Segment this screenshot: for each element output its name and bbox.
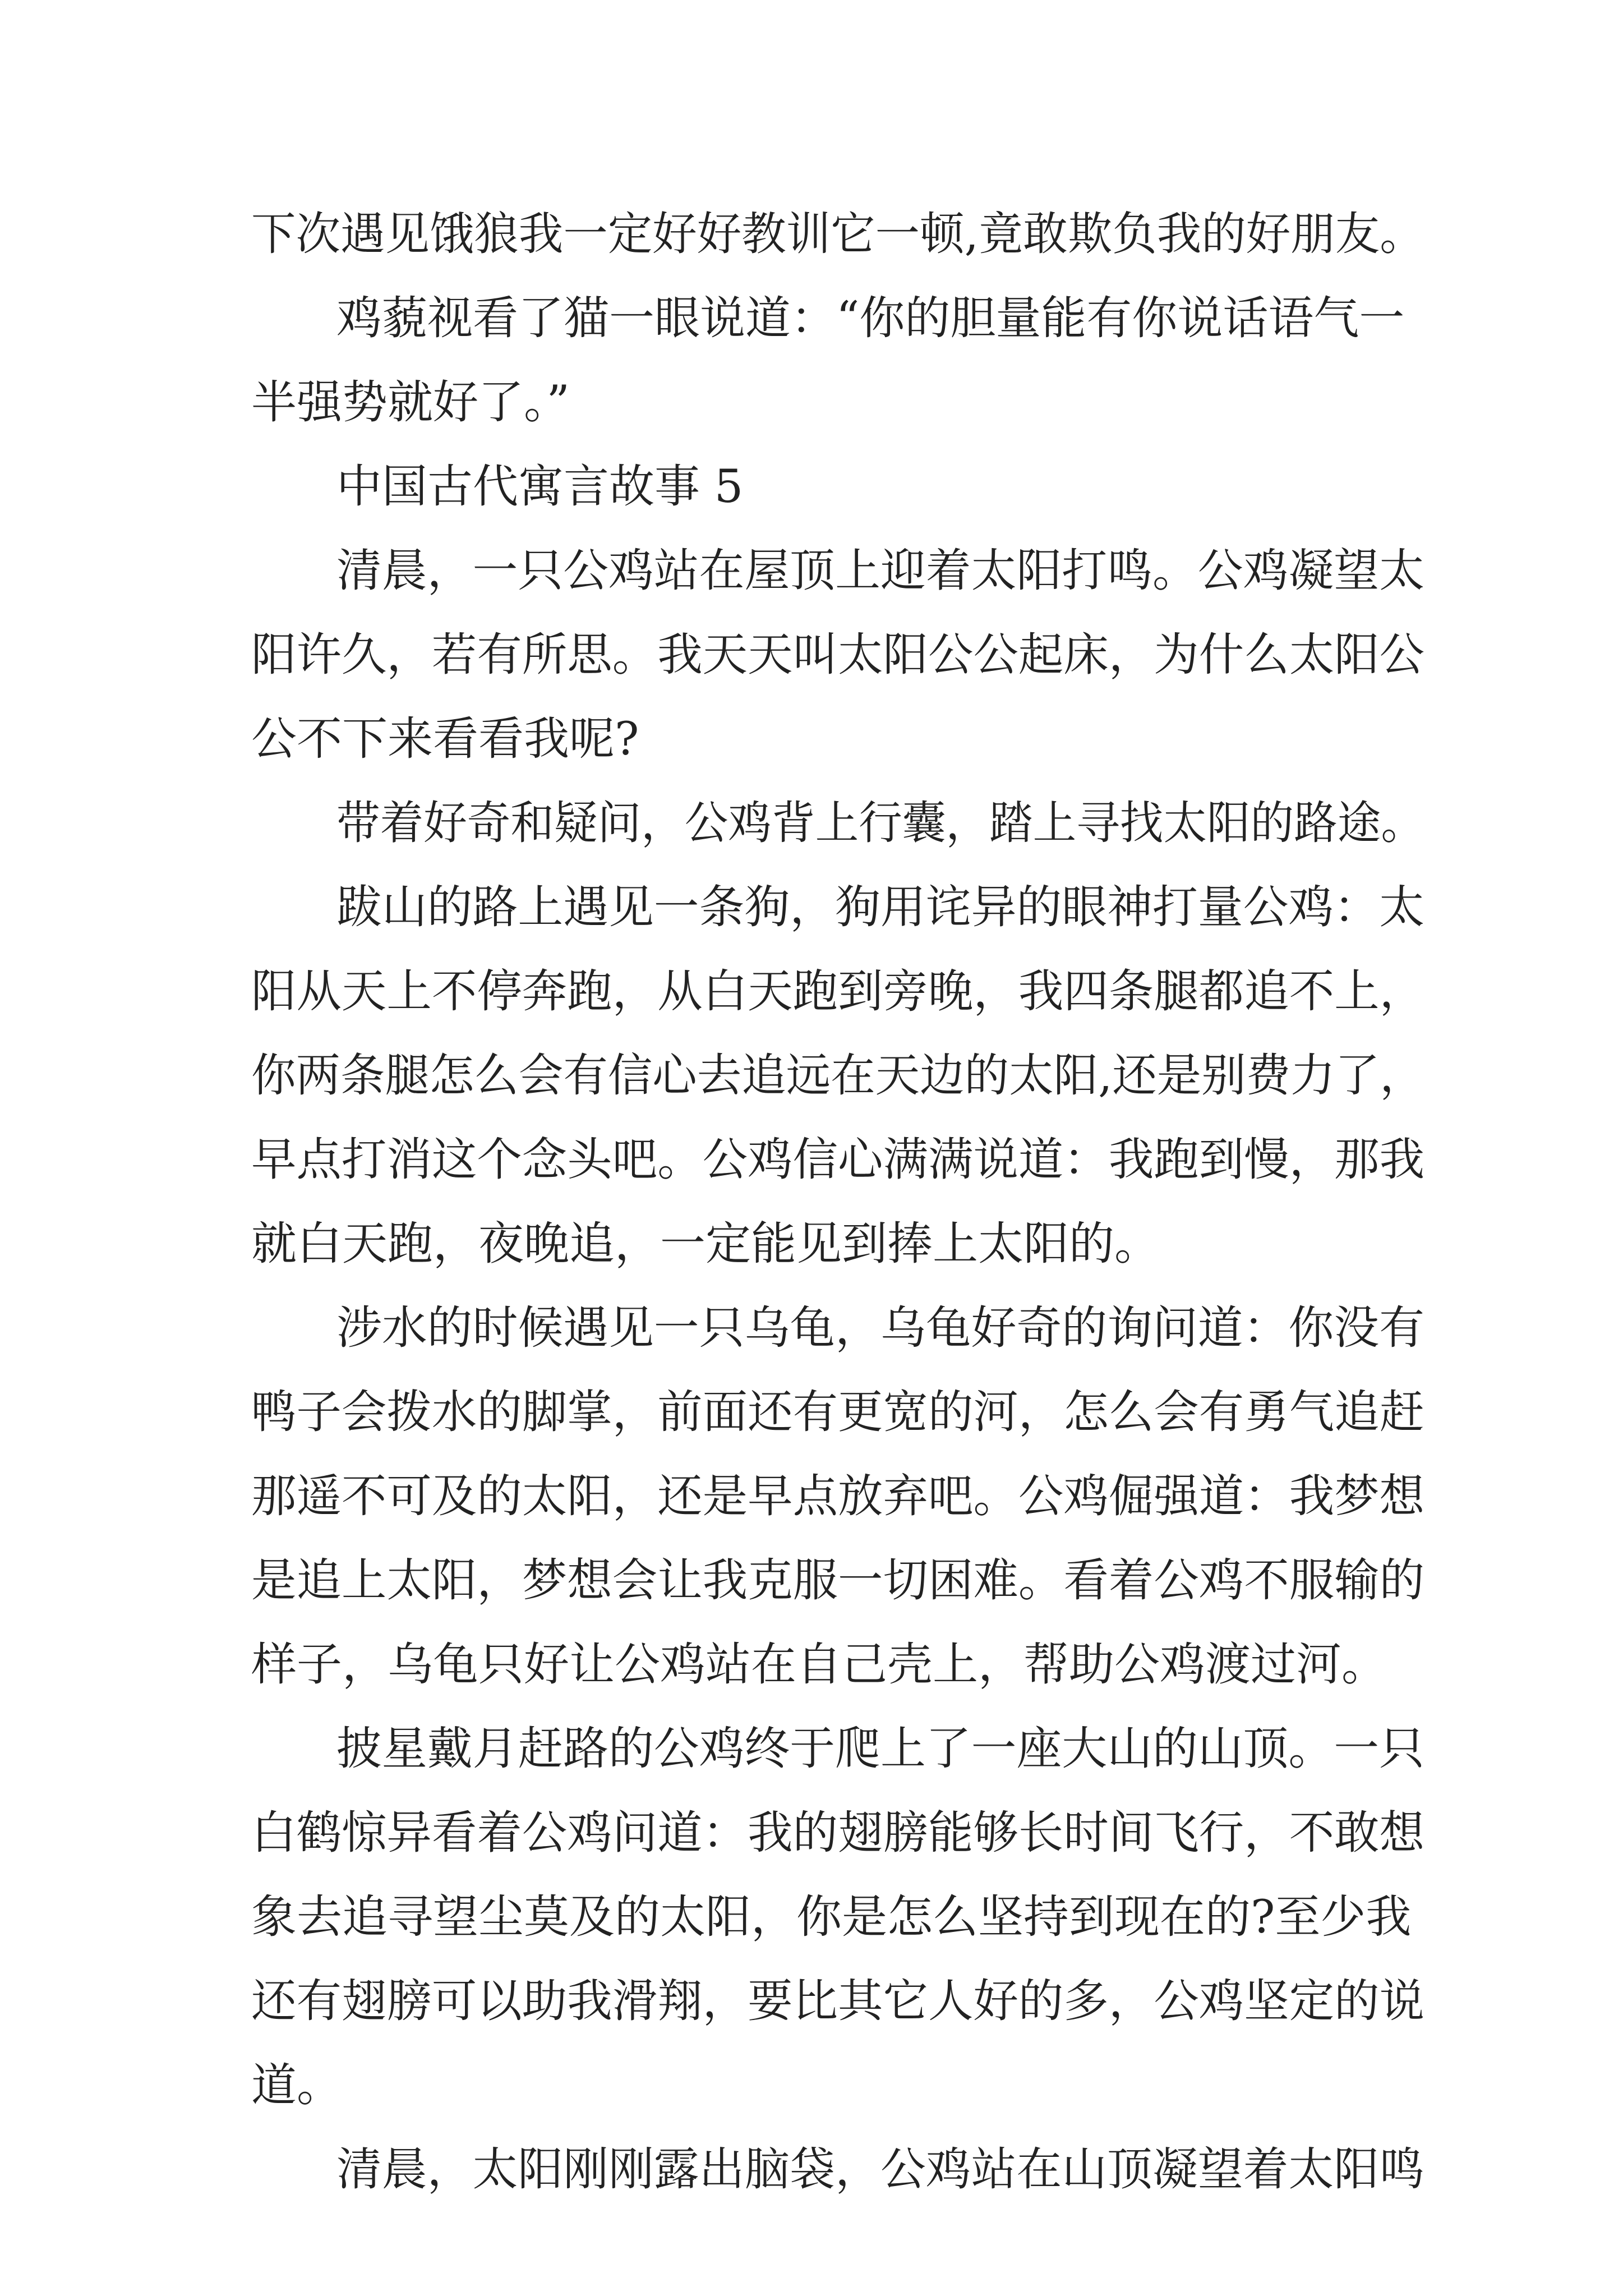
text-line-12: 早点打消这个念头吧。公鸡信心满满说道：我跑到慢，那我: [251, 1134, 1425, 1186]
text-line-20: 白鹤惊异看着公鸡问道：我的翅膀能够长时间飞行，不敢想: [251, 1807, 1425, 1860]
text-line-9: 跋山的路上遇见一条狗，狗用诧异的眼神打量公鸡：太: [336, 881, 1424, 934]
text-line-15: 鸭子会拨水的脚掌，前面还有更宽的河，怎么会有勇气追赶: [251, 1386, 1425, 1439]
text-line-24: 清晨，太阳刚刚露出脑袋，公鸡站在山顶凝望着太阳鸣: [336, 2143, 1424, 2196]
text-line-23: 道。: [251, 2059, 343, 2112]
text-line-22: 还有翅膀可以助我滑翔，要比其它人好的多，公鸡坚定的说: [251, 1975, 1425, 2028]
text-line-7: 公不下来看看我呢?: [251, 713, 639, 766]
text-line-2: 鸡藐视看了猫一眼说道：“你的胆量能有你说话语气一: [336, 292, 1405, 345]
text-line-17: 是追上太阳，梦想会让我克服一切困难。看着公鸡不服输的: [251, 1554, 1425, 1607]
text-line-21: 象去追寻望尘莫及的太阳，你是怎么坚持到现在的?至少我: [251, 1891, 1412, 1944]
text-line-16: 那遥不可及的太阳，还是早点放弃吧。公鸡倔强道：我梦想: [251, 1470, 1425, 1523]
text-line-19: 披星戴月赶路的公鸡终于爬上了一座大山的山顶。一只: [336, 1723, 1424, 1775]
text-line-1: 下次遇见饿狼我一定好好教训它一顿,竟敢欺负我的好朋友。: [251, 208, 1424, 261]
text-line-8: 带着好奇和疑问，公鸡背上行囊，踏上寻找太阳的路途。: [336, 797, 1424, 850]
text-line-13: 就白天跑，夜晚追，一定能见到捧上太阳的。: [251, 1218, 1160, 1271]
text-line-6: 阳许久，若有所思。我天天叫太阳公公起床，为什么太阳公: [251, 629, 1425, 682]
section-heading: 中国古代寓言故事 5: [336, 461, 744, 513]
text-line-5: 清晨，一只公鸡站在屋顶上迎着太阳打鸣。公鸡凝望太: [336, 545, 1424, 597]
text-line-10: 阳从天上不停奔跑，从白天跑到旁晚，我四条腿都追不上，: [251, 965, 1425, 1018]
text-line-14: 涉水的时候遇见一只乌龟，乌龟好奇的询问道：你没有: [336, 1302, 1424, 1355]
text-line-3: 半强势就好了。”: [251, 376, 570, 429]
text-line-18: 样子，乌龟只好让公鸡站在自己壳上，帮助公鸡渡过河。: [251, 1639, 1387, 1691]
text-line-11: 你两条腿怎么会有信心去追远在天边的太阳,还是别费力了，: [251, 1050, 1424, 1102]
